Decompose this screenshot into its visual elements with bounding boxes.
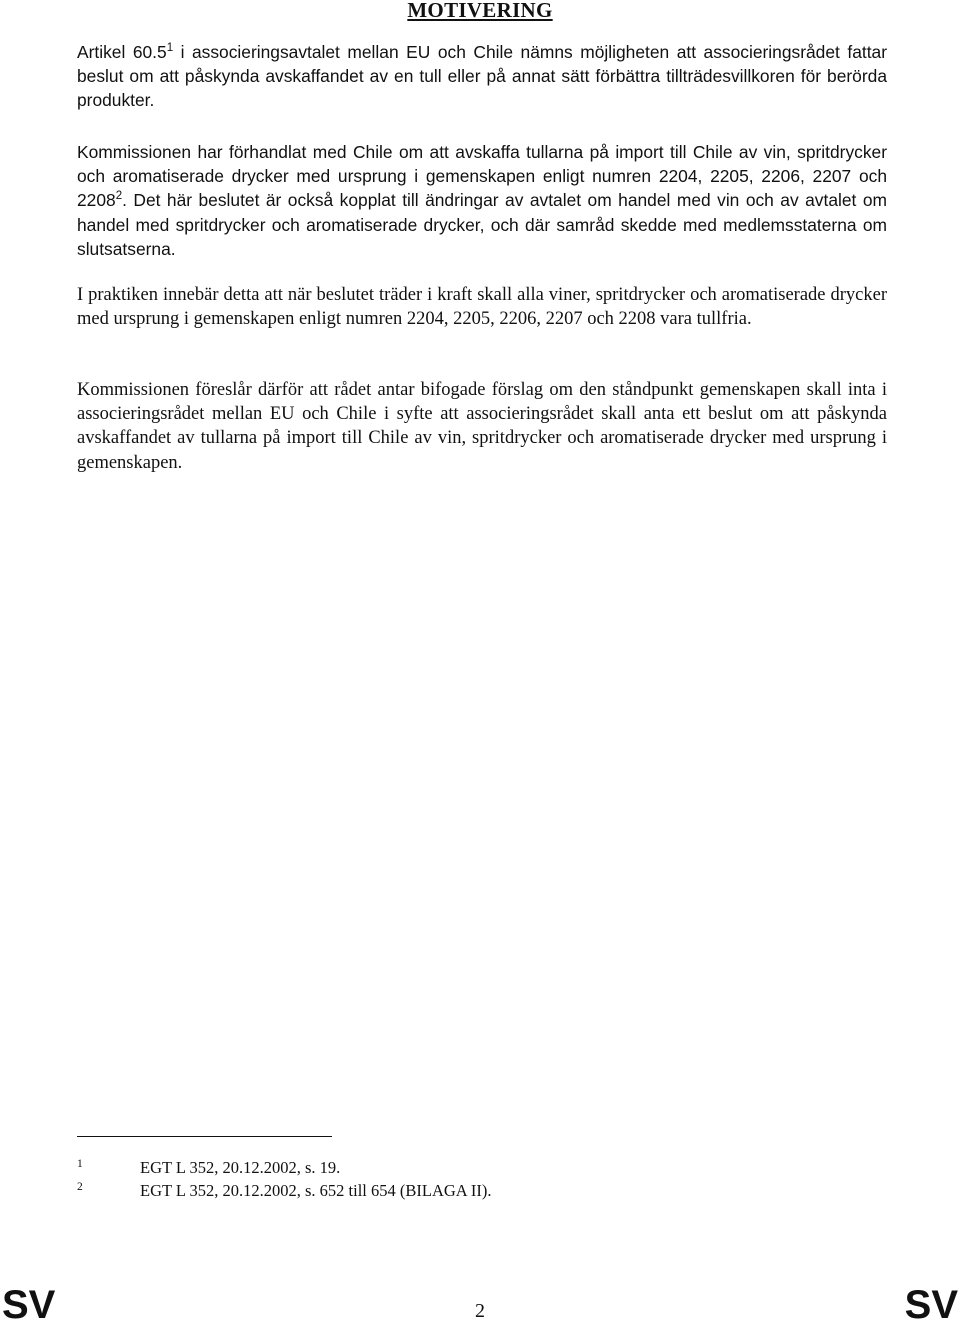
paragraph-article-reference [77,40,887,113]
footnote-text: EGT L 352, 20.12.2002, s. 19. [140,1158,341,1177]
footnote-number: 1 [77,1158,83,1170]
footnote-text: EGT L 352, 20.12.2002, s. 652 till 654 (BILAGA II). [140,1181,492,1200]
footnote-separator [77,1136,332,1137]
paragraph-practice: I praktiken innebär detta att när beslutet träder i kraft skall alla viner, spritdrycker och aromatiserade drycker med ursprung i gemenskapen enligt numren 2204, 2205, 2206, 2207 och 2208 vara tullfria. [77,285,887,330]
language-code-left: SV [2,1283,56,1327]
language-code-right: SV [904,1283,958,1327]
paragraph-text: Artikel 60.5 [77,42,167,62]
footnote-ref-1: 1 [166,42,174,54]
page-number: 2 [475,1300,485,1322]
paragraph-text: Kommissionen har förhandlat med Chile om att avskaffa tullarna på import till Chile av vin, spritdrycker och aromatiserade drycker med ursprung i gemenskapen enligt numren 2204, 2205, 2206, 2207 och 2208 [77,142,887,211]
footnote-number: 2 [77,1181,83,1193]
paragraph-proposal: Kommissionen föreslår därför att rådet antar bifogade förslag om den ståndpunkt gemenskapen skall inta i associeringsrådet mellan EU och Chile i syfte att associeringsrådet skall anta ett beslut om att påskynda avskaffandet av tullarna på import till Chile av vin, spritdrycker och aromatiserade drycker med ursprung i gemenskapen. [77,380,887,473]
section-heading: MOTIVERING [407,0,553,22]
paragraph-text: i associeringsavtalet mellan EU och Chile nämns möjligheten att associeringsrådet fattar beslut om att påskynda avskaffandet av en tull eller på annat sätt förbättra tillträdesvillkoren för berörda produkter. [77,42,887,111]
paragraph-text: . Det här beslutet är också kopplat till ändringar av avtalet om handel med vin och av avtalet om handel med spritdrycker och aromatiserade drycker, och där samråd skedde med medlemsstaterna om slutsatserna. [77,190,887,259]
footnote-ref-2: 2 [115,190,123,203]
paragraph-negotiation [77,140,887,261]
